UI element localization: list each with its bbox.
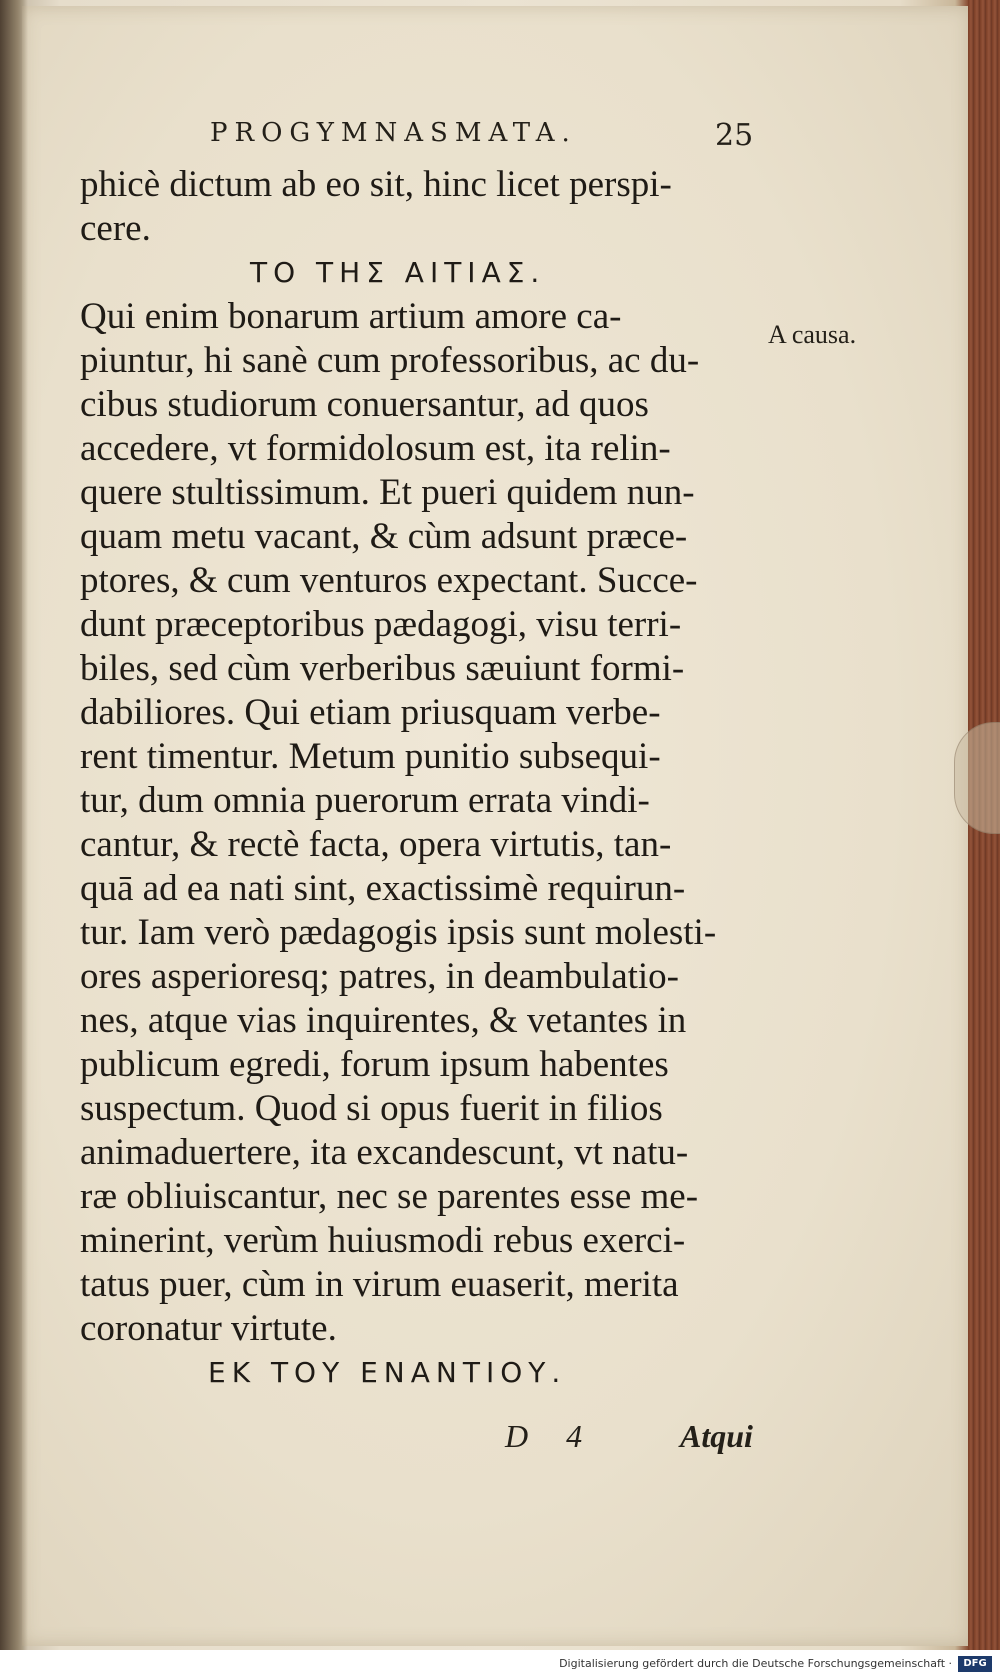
text-line: quere stultissimum. Et pueri quidem nun- — [80, 472, 695, 513]
text-line: Qui enim bonarum artium amore ca- — [80, 296, 622, 337]
dfg-logo: DFG — [958, 1656, 992, 1672]
text-line: quā ad ea nati sint, exactissimè requirun- — [80, 868, 686, 909]
text-line: rent timentur. Metum punitio subsequi- — [80, 736, 661, 777]
text-line: piuntur, hi sanè cum professoribus, ac du- — [80, 340, 700, 381]
text-line: ores asperioresq; patres, in deambulatio- — [80, 956, 679, 997]
text-line: tur. Iam verò pædagogis ipsis sunt molesti- — [80, 912, 717, 953]
text-line: biles, sed cùm verberibus sæuiunt formi- — [80, 648, 685, 689]
marginal-note: A causa. — [768, 320, 857, 349]
bookmark-tab — [954, 722, 1000, 834]
running-head: PROGYMNASMATA. — [210, 118, 577, 148]
text-line: dabiliores. Qui etiam priusquam verbe- — [80, 692, 661, 733]
text-line: phicè dictum ab eo sit, hinc licet perspi- — [80, 164, 672, 205]
text-line: accedere, vt formidolosum est, ita relin- — [80, 428, 671, 469]
text-line: quam metu vacant, & cùm adsunt præce- — [80, 516, 688, 557]
footer-credit: Digitalisierung gefördert durch die Deutsche Forschungsgemeinschaft · — [559, 1657, 952, 1670]
text-line: publicum egredi, forum ipsum habentes — [80, 1044, 669, 1085]
catchword: Atqui — [680, 1418, 753, 1454]
text-line: cantur, & rectè facta, opera virtutis, tan- — [80, 824, 672, 865]
text-line: nes, atque vias inquirentes, & vetantes in — [80, 1000, 687, 1041]
text-line: cere. — [80, 208, 151, 249]
section-heading: ΤΟ ΤΗΣ ΑΙΤΙΑΣ. — [250, 256, 546, 289]
text-line: ræ obliuiscantur, nec se parentes esse me- — [80, 1176, 699, 1217]
text-line: coronatur virtute. — [80, 1308, 337, 1349]
text-line: animaduertere, ita excandescunt, vt natu- — [80, 1132, 689, 1173]
text-line: tatus puer, cùm in virum euaserit, merita — [80, 1264, 679, 1305]
footer-bar — [0, 1650, 1000, 1679]
text-line: ptores, & cum venturos expectant. Succe- — [80, 560, 698, 601]
section-heading: ΕΚ ΤΟΥ ΕΝΑΝΤΙΟΥ. — [208, 1356, 567, 1389]
text-line: dunt præceptoribus pædagogi, visu terri- — [80, 604, 682, 645]
page-number: 25 — [715, 118, 754, 153]
text-line: suspectum. Quod si opus fuerit in filios — [80, 1088, 663, 1129]
text-line: tur, dum omnia puerorum errata vindi- — [80, 780, 650, 821]
body-text — [80, 163, 760, 1395]
signature-mark: D 4 — [505, 1418, 583, 1454]
text-line: cibus studiorum conuersantur, ad quos — [80, 384, 649, 425]
text-line: minerint, verùm huiusmodi rebus exerci- — [80, 1220, 686, 1261]
gutter-shadow — [0, 0, 28, 1650]
